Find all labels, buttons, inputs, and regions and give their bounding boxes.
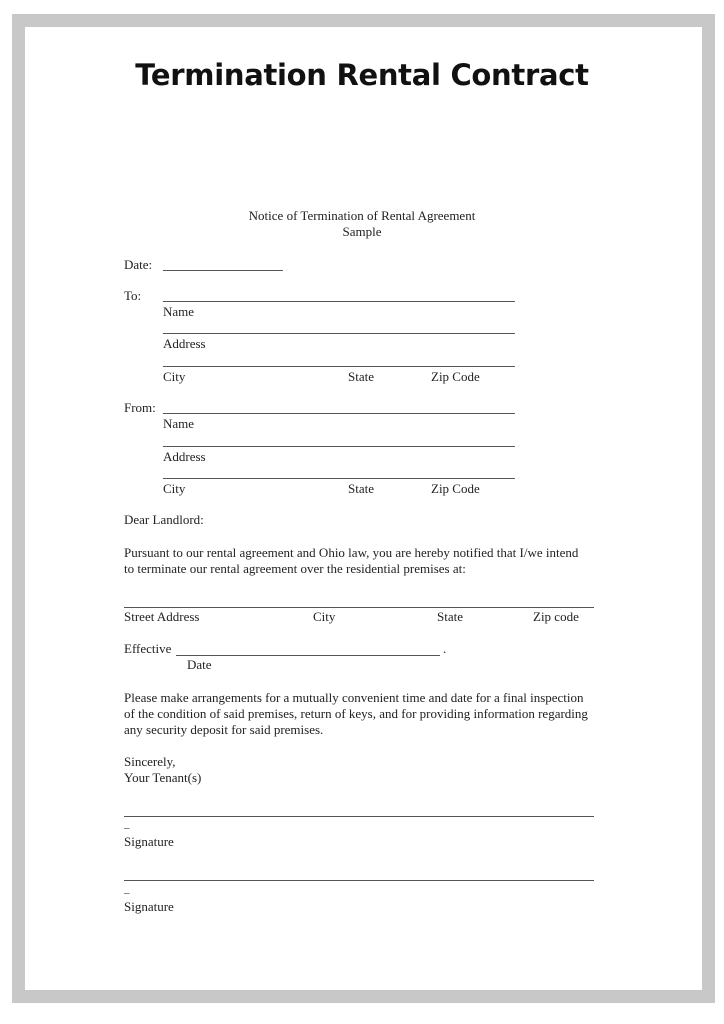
salutation: Dear Landlord: xyxy=(124,512,204,527)
closing-line-2: of the condition of said premises, return of keys, and for providing information regarding xyxy=(124,706,588,721)
your-tenants: Your Tenant(s) xyxy=(124,770,202,785)
signature-1-field[interactable] xyxy=(124,816,594,817)
from-city-state-zip-field[interactable] xyxy=(163,478,515,479)
to-label: To: xyxy=(124,288,142,303)
date-label: Date: xyxy=(124,257,153,272)
effective-date-label: Date xyxy=(187,657,212,672)
to-address-label: Address xyxy=(163,336,206,351)
date-field[interactable] xyxy=(163,270,283,271)
signature-2-field[interactable] xyxy=(124,880,594,881)
sincerely: Sincerely, xyxy=(124,754,176,769)
signature-1-label: Signature xyxy=(124,834,174,849)
to-city-state-zip-field[interactable] xyxy=(163,366,515,367)
premises-state-label: State xyxy=(437,609,463,624)
from-name-field[interactable] xyxy=(163,413,515,414)
to-name-field[interactable] xyxy=(163,301,515,302)
signature-2-label: Signature xyxy=(124,899,174,914)
from-state-label: State xyxy=(348,481,374,496)
from-address-field[interactable] xyxy=(163,446,515,447)
effective-date-field[interactable] xyxy=(176,655,440,656)
notice-subheading: Sample xyxy=(342,224,382,239)
premises-zip-label: Zip code xyxy=(533,609,579,624)
premises-street-label: Street Address xyxy=(124,609,200,624)
closing-line-3: any security deposit for said premises. xyxy=(124,722,324,737)
effective-label: Effective xyxy=(124,641,172,656)
intro-line-2: to terminate our rental agreement over the residential premises at: xyxy=(124,561,466,576)
from-address-label: Address xyxy=(163,449,206,464)
premises-city-label: City xyxy=(313,609,336,624)
effective-period: . xyxy=(443,641,447,656)
closing-line-1: Please make arrangements for a mutually convenient time and date for a final inspection xyxy=(124,690,584,705)
from-label: From: xyxy=(124,400,156,415)
from-zip-label: Zip Code xyxy=(431,481,480,496)
document-title: Termination Rental Contract xyxy=(135,58,589,92)
from-name-label: Name xyxy=(163,416,195,431)
from-city-label: City xyxy=(163,481,186,496)
premises-address-field[interactable] xyxy=(124,607,594,608)
signature-1-underscore: _ xyxy=(124,818,130,830)
to-zip-label: Zip Code xyxy=(431,369,480,384)
to-name-label: Name xyxy=(163,304,195,319)
intro-line-1: Pursuant to our rental agreement and Ohio law, you are hereby notified that I/we intend xyxy=(124,545,579,560)
notice-heading: Notice of Termination of Rental Agreement xyxy=(248,208,476,223)
to-city-label: City xyxy=(163,369,186,384)
signature-2-underscore: _ xyxy=(124,883,130,895)
to-state-label: State xyxy=(348,369,374,384)
to-address-field[interactable] xyxy=(163,333,515,334)
